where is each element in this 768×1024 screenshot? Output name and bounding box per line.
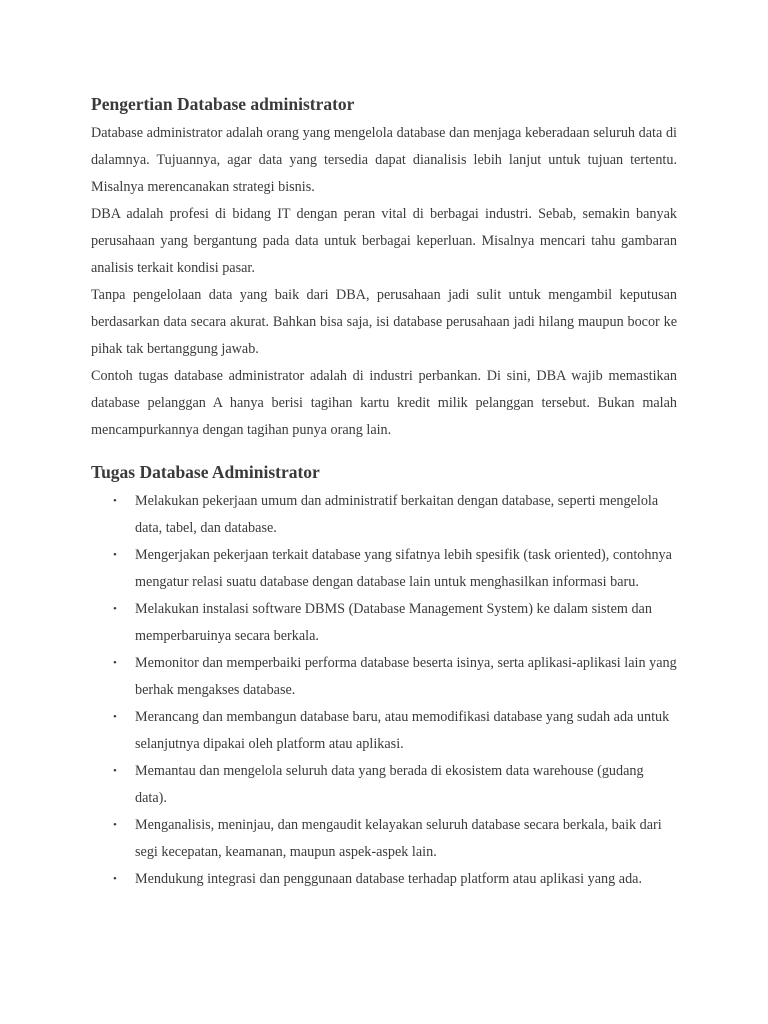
list-item-text: Memonitor dan memperbaiki performa database beserta isinya, serta aplikasi-aplikasi lain yang berhak mengakses database. — [135, 655, 677, 698]
list-item — [91, 866, 677, 893]
list-item-text: Memantau dan mengelola seluruh data yang berada di ekosistem data warehouse (gudang data). — [135, 763, 644, 806]
bullet-icon: • — [113, 765, 117, 777]
list-item — [91, 758, 677, 812]
paragraph: Contoh tugas database administrator adalah di industri perbankan. Di sini, DBA wajib memastikan database pelanggan A hanya berisi tagihan kartu kredit milik pelanggan tersebut. Bukan malah mencampurkannya dengan tagihan punya orang lain. — [91, 368, 677, 438]
section-heading-pengertian: Pengertian Database administrator — [91, 94, 355, 114]
list-item — [91, 542, 677, 596]
bullet-icon: • — [113, 711, 117, 723]
list-item — [91, 488, 677, 542]
list-item-text: Mengerjakan pekerjaan terkait database yang sifatnya lebih spesifik (task oriented), contohnya mengatur relasi suatu database dengan database lain untuk menghasilkan informasi baru. — [135, 547, 672, 590]
document-page — [91, 92, 677, 893]
paragraph: Database administrator adalah orang yang mengelola database dan menjaga keberadaan seluruh data di dalamnya. Tujuannya, agar data yang tersedia dapat dianalisis lebih lanjut untuk tujuan tertentu. Misalnya merencanakan strategi bisnis. — [91, 125, 677, 195]
list-item-text: Melakukan instalasi software DBMS (Database Management System) ke dalam sistem dan memperbaruinya secara berkala. — [135, 601, 652, 644]
list-item-text: Mendukung integrasi dan penggunaan database terhadap platform atau aplikasi yang ada. — [135, 871, 643, 887]
bullet-icon: • — [113, 873, 117, 885]
list-item-text: Merancang dan membangun database baru, atau memodifikasi database yang sudah ada untuk selanjutnya dipakai oleh platform atau aplikasi. — [135, 709, 670, 752]
bullet-icon: • — [113, 495, 117, 507]
bullet-icon: • — [113, 657, 117, 669]
bullet-icon: • — [113, 549, 117, 561]
bullet-icon: • — [113, 603, 117, 615]
list-item — [91, 704, 677, 758]
task-list — [91, 488, 677, 893]
list-item-text: Menganalisis, meninjau, dan mengaudit kelayakan seluruh database secara berkala, baik dari segi kecepatan, keamanan, maupun aspek-aspek lain. — [135, 817, 662, 860]
section-heading-tugas: Tugas Database Administrator — [91, 462, 320, 482]
list-item — [91, 596, 677, 650]
bullet-icon: • — [113, 819, 117, 831]
list-item-text: Melakukan pekerjaan umum dan administratif berkaitan dengan database, seperti mengelola data, tabel, dan database. — [135, 493, 659, 536]
list-item — [91, 812, 677, 866]
paragraph: DBA adalah profesi di bidang IT dengan peran vital di berbagai industri. Sebab, semakin banyak perusahaan yang bergantung pada data untuk berbagai keperluan. Misalnya mencari tahu gambaran analisis terkait kondisi pasar. — [91, 206, 677, 276]
paragraph: Tanpa pengelolaan data yang baik dari DBA, perusahaan jadi sulit untuk mengambil keputusan berdasarkan data secara akurat. Bahkan bisa saja, isi database perusahaan jadi hilang maupun bocor ke pihak tak bertanggung jawab. — [91, 287, 677, 357]
list-item — [91, 650, 677, 704]
